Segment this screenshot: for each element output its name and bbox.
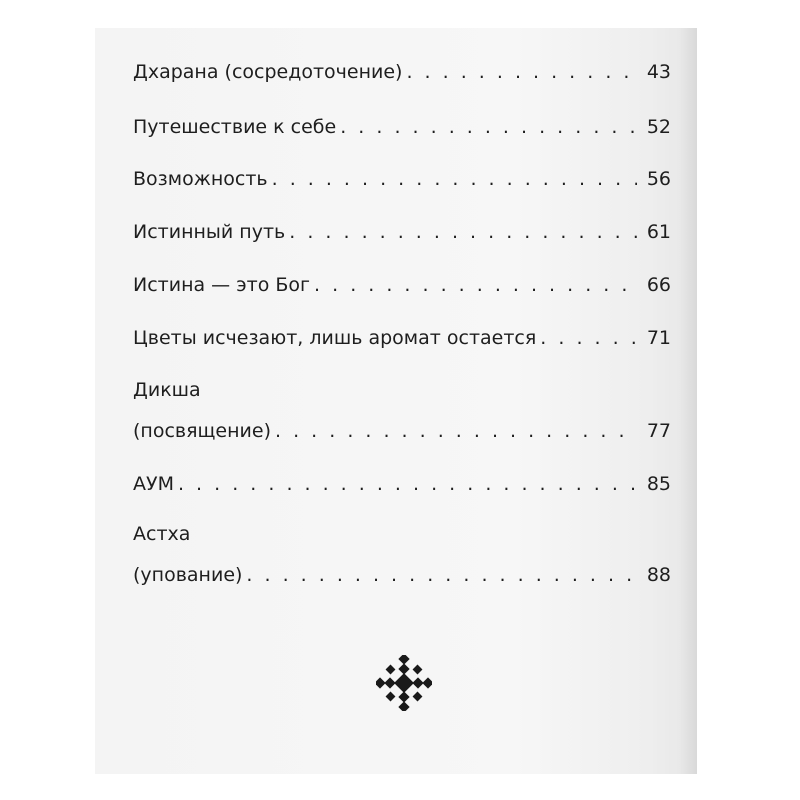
toc-entry [133,522,671,587]
toc-entry [133,115,671,139]
toc-entry [133,60,671,84]
dot-leader [406,60,637,84]
toc-entry-title: Цветы исчезают, лишь аромат остается [133,327,537,349]
toc-entry-title: Истина — это Бог [133,274,311,296]
toc-entry-page: 56 [646,168,671,190]
toc-entry-title-line1: Дикша [133,379,201,401]
toc-entry-title: Дхарана (сосредоточение) [133,61,403,83]
toc-entry-title: Возможность [133,168,268,190]
toc-entry-page: 88 [646,564,671,586]
toc-entry [133,220,671,244]
dot-leader [275,419,637,443]
dot-leader [289,220,637,244]
toc-entry-title: АУМ [133,473,174,495]
toc-entry-title-line1: Астха [133,523,191,545]
dot-leader [178,472,637,496]
toc-entry-title: Истинный путь [133,221,286,243]
toc-entry-page: 52 [646,116,671,138]
dot-leader [272,167,637,191]
toc-entry [133,378,671,443]
toc-entry [133,326,671,350]
snowflake-ornament-icon [376,655,432,715]
toc-entry-title: (посвящение) [133,420,271,442]
dot-leader [246,563,637,587]
toc-entry-title: (упование) [133,564,243,586]
toc-entry-page: 71 [646,327,671,349]
toc-entry [133,273,671,297]
toc-entry-page: 66 [646,274,671,296]
toc-entry-page: 77 [646,420,671,442]
toc-entry-page: 43 [646,61,671,83]
dot-leader [540,326,637,350]
dot-leader [340,115,637,139]
toc-entry-title: Путешествие к себе [133,116,337,138]
dot-leader [314,273,637,297]
toc-entry [133,472,671,496]
toc-entry [133,167,671,191]
toc-entry-page: 61 [646,221,671,243]
toc-entry-page: 85 [646,473,671,495]
